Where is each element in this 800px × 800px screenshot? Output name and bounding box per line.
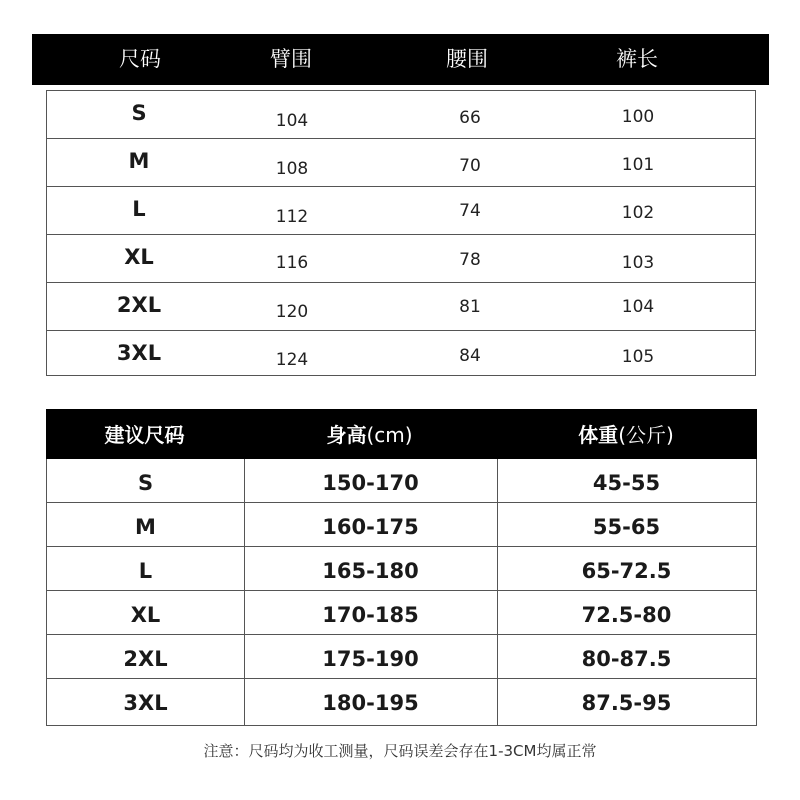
header-weight-label: 体重 xyxy=(578,423,619,447)
arm-value: 112 xyxy=(275,207,309,227)
header-height xyxy=(243,409,496,459)
weight-range: 45-55 xyxy=(592,471,661,495)
table-row xyxy=(47,91,755,139)
table-row xyxy=(47,187,755,235)
recommend-table xyxy=(46,459,757,726)
table-row xyxy=(47,547,756,591)
weight-range: 87.5-95 xyxy=(581,691,672,715)
size-label: L xyxy=(132,197,146,221)
waist-value: 70 xyxy=(459,156,481,176)
measurement-note: 注意：尺码均为收工测量，尺码误差会存在1-3CM均属正常 xyxy=(203,742,597,760)
arm-value: 116 xyxy=(275,253,309,273)
header-size: 尺码 xyxy=(119,47,161,71)
recommend-table-header xyxy=(46,409,757,459)
header-weight-unit: (公斤) xyxy=(618,423,674,447)
height-range: 165-180 xyxy=(322,559,419,583)
arm-value: 124 xyxy=(275,350,309,370)
waist-value: 78 xyxy=(459,250,481,270)
length-value: 101 xyxy=(621,155,655,175)
table-row xyxy=(47,679,756,725)
arm-value: 108 xyxy=(275,159,309,179)
size-label: S xyxy=(137,471,154,495)
waist-value: 74 xyxy=(459,201,481,221)
weight-range: 55-65 xyxy=(592,515,661,539)
header-recommended-size: 建议尺码 xyxy=(104,423,185,447)
length-value: 105 xyxy=(621,347,655,367)
length-value: 102 xyxy=(621,203,655,223)
size-label: L xyxy=(138,559,153,583)
height-range: 150-170 xyxy=(322,471,419,495)
header-arm: 臂围 xyxy=(270,47,312,71)
size-label: 2XL xyxy=(123,647,168,671)
weight-range: 65-72.5 xyxy=(581,559,672,583)
size-label: XL xyxy=(124,245,154,269)
header-weight xyxy=(496,409,756,459)
arm-value: 104 xyxy=(275,111,309,131)
waist-value: 81 xyxy=(459,297,481,317)
table-row xyxy=(47,331,755,375)
waist-value: 66 xyxy=(459,108,481,128)
size-label: XL xyxy=(130,603,161,627)
table-row xyxy=(47,283,755,331)
length-value: 103 xyxy=(621,253,655,273)
size-label: 2XL xyxy=(116,293,162,317)
height-range: 160-175 xyxy=(322,515,419,539)
waist-value: 84 xyxy=(459,346,481,366)
table-row xyxy=(47,503,756,547)
header-height-unit: (cm) xyxy=(366,423,413,447)
table-row xyxy=(47,235,755,283)
header-waist: 腰围 xyxy=(446,47,488,71)
weight-range: 80-87.5 xyxy=(581,647,672,671)
size-label: 3XL xyxy=(116,341,162,365)
size-label: M xyxy=(135,515,156,539)
length-value: 100 xyxy=(621,107,655,127)
height-range: 175-190 xyxy=(322,647,419,671)
header-height-label: 身高 xyxy=(326,423,367,447)
measure-table-header xyxy=(32,34,769,85)
measure-table xyxy=(46,90,756,376)
table-row xyxy=(47,591,756,635)
size-label: 3XL xyxy=(123,691,168,715)
table-row xyxy=(47,459,756,503)
weight-range: 72.5-80 xyxy=(581,603,672,627)
table-row xyxy=(47,635,756,679)
table-row xyxy=(47,139,755,187)
header-length: 裤长 xyxy=(616,47,658,71)
size-label: S xyxy=(131,101,147,125)
height-range: 180-195 xyxy=(322,691,419,715)
height-range: 170-185 xyxy=(322,603,419,627)
length-value: 104 xyxy=(621,297,655,317)
arm-value: 120 xyxy=(275,302,309,322)
size-label: M xyxy=(128,149,150,173)
